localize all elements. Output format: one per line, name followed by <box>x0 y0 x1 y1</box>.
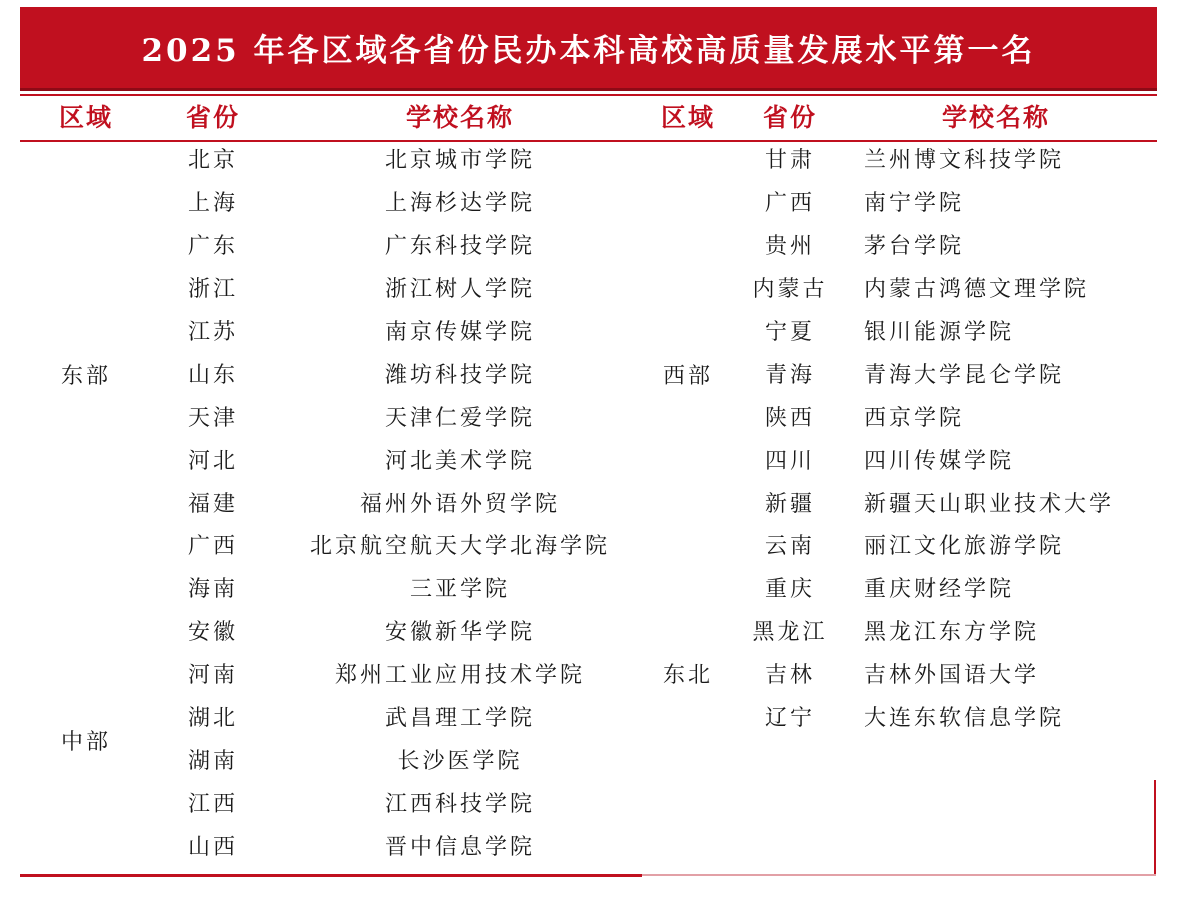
province-cell: 湖南 <box>187 749 238 775</box>
province-cell: 云南 <box>764 534 815 560</box>
school-cell: 西京学院 <box>864 405 965 431</box>
region-label-west: 西部 <box>662 364 713 389</box>
left-school-column <box>276 140 644 870</box>
page-title: 2025 年各区域各省份民办本科高校高质量发展水平第一名 <box>141 33 1036 69</box>
region-label-northeast: 东北 <box>662 663 713 688</box>
left-province-column <box>150 140 276 870</box>
school-cell: 南京传媒学院 <box>384 319 535 345</box>
school-cell: 黑龙江东方学院 <box>864 620 1040 646</box>
province-cell: 贵州 <box>764 233 815 259</box>
province-cell: 江西 <box>187 792 238 818</box>
school-cell: 上海杉达学院 <box>384 190 535 216</box>
school-cell: 青海大学昆仑学院 <box>864 362 1065 388</box>
province-cell: 新疆 <box>764 491 815 517</box>
table-bottom-rule <box>20 874 642 877</box>
province-cell: 河南 <box>187 663 238 689</box>
region-label-central: 中部 <box>60 730 111 755</box>
header-region-left: 区域 <box>58 103 113 132</box>
province-cell: 广东 <box>187 233 238 259</box>
school-cell: 银川能源学院 <box>864 319 1015 345</box>
province-cell: 辽宁 <box>764 706 815 732</box>
school-cell: 北京城市学院 <box>384 148 535 173</box>
school-cell: 安徽新华学院 <box>384 620 535 646</box>
province-cell: 福建 <box>187 491 238 517</box>
title-banner <box>20 7 1157 91</box>
province-cell: 北京 <box>187 148 238 173</box>
school-cell: 茅台学院 <box>864 233 965 259</box>
province-cell: 甘肃 <box>764 148 815 173</box>
school-cell: 武昌理工学院 <box>384 706 535 732</box>
province-cell: 浙江 <box>187 276 238 302</box>
school-cell: 丽江文化旅游学院 <box>864 534 1065 560</box>
header-school-right: 学校名称 <box>942 103 1051 132</box>
school-cell: 大连东软信息学院 <box>864 706 1065 732</box>
province-cell: 广西 <box>187 534 238 560</box>
province-cell: 陕西 <box>764 405 815 431</box>
header-province-right: 省份 <box>762 103 817 132</box>
school-cell: 北京航空航天大学北海学院 <box>309 534 610 560</box>
header-top-rule <box>20 94 1157 96</box>
province-cell: 内蒙古 <box>752 276 828 302</box>
province-cell: 广西 <box>764 190 815 216</box>
school-cell: 江西科技学院 <box>384 792 535 818</box>
school-cell: 兰州博文科技学院 <box>864 148 1065 173</box>
school-cell: 三亚学院 <box>409 577 510 603</box>
school-cell: 长沙医学院 <box>397 749 523 775</box>
school-cell: 内蒙古鸿德文理学院 <box>864 276 1090 302</box>
school-cell: 广东科技学院 <box>384 233 535 259</box>
school-cell: 吉林外国语大学 <box>864 663 1040 689</box>
school-cell: 郑州工业应用技术学院 <box>334 663 585 689</box>
province-cell: 四川 <box>764 448 815 474</box>
province-cell: 黑龙江 <box>752 620 828 646</box>
province-cell: 吉林 <box>764 663 815 689</box>
province-cell: 江苏 <box>187 319 238 345</box>
province-cell: 宁夏 <box>764 319 815 345</box>
school-cell: 南宁学院 <box>864 190 965 216</box>
province-cell: 重庆 <box>764 577 815 603</box>
school-cell: 晋中信息学院 <box>384 835 535 860</box>
region-label-east: 东部 <box>60 364 111 389</box>
province-cell: 青海 <box>764 362 815 388</box>
school-cell: 河北美术学院 <box>384 448 535 474</box>
school-cell: 新疆天山职业技术大学 <box>864 491 1115 517</box>
province-cell: 天津 <box>187 405 238 431</box>
school-cell: 重庆财经学院 <box>864 577 1015 603</box>
province-cell: 上海 <box>187 190 238 216</box>
header-school-left: 学校名称 <box>405 103 514 132</box>
province-cell: 河北 <box>187 448 238 474</box>
school-cell: 浙江树人学院 <box>384 276 535 302</box>
province-cell: 山东 <box>187 362 238 388</box>
right-province-column <box>744 140 836 741</box>
right-border-rule <box>1154 780 1156 876</box>
header-province-left: 省份 <box>185 103 240 132</box>
right-school-column <box>864 140 1164 741</box>
school-cell: 福州外语外贸学院 <box>359 491 560 517</box>
right-bottom-rule <box>642 874 1156 876</box>
province-cell: 湖北 <box>187 706 238 732</box>
province-cell: 海南 <box>187 577 238 603</box>
province-cell: 安徽 <box>187 620 238 646</box>
province-cell: 山西 <box>187 835 238 860</box>
school-cell: 潍坊科技学院 <box>384 362 535 388</box>
school-cell: 天津仁爱学院 <box>384 405 535 431</box>
header-region-right: 区域 <box>660 103 715 132</box>
school-cell: 四川传媒学院 <box>864 448 1015 474</box>
